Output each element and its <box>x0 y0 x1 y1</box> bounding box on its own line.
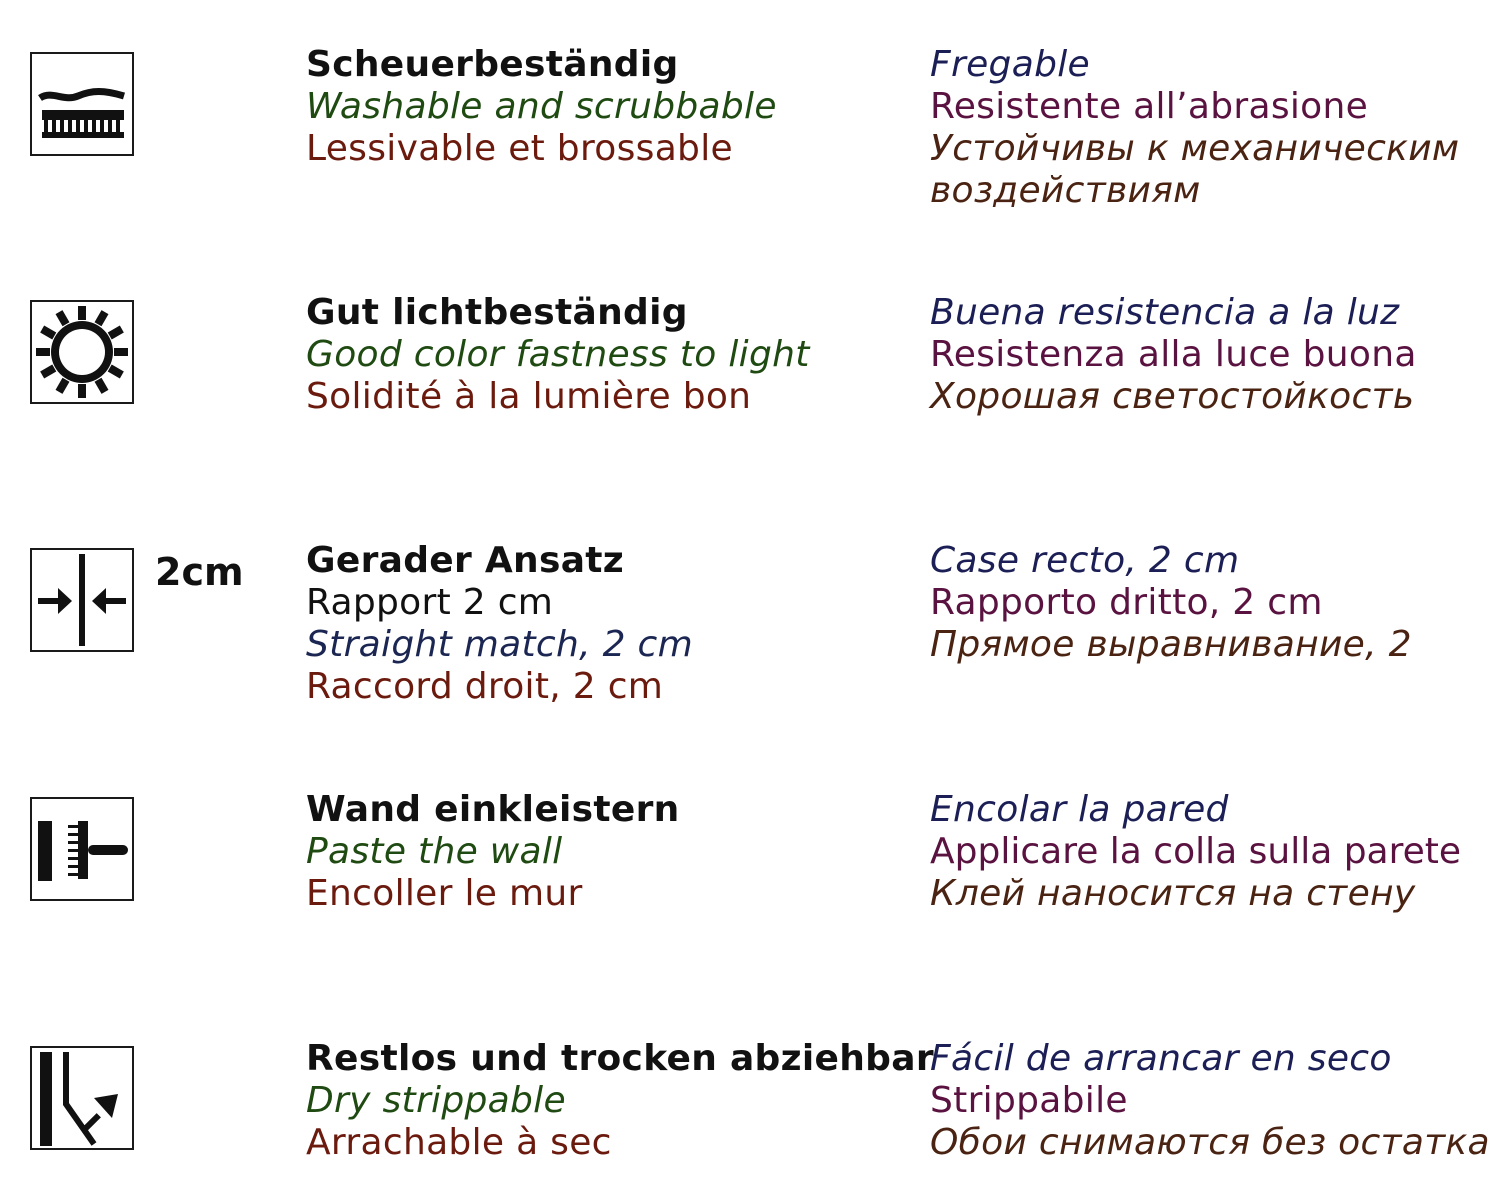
text-column-de-en-fr <box>306 540 693 708</box>
label-it: Resistente all’abrasione <box>930 86 1369 127</box>
text-column-es-it-ru <box>930 540 1500 666</box>
label-it: Strippabile <box>930 1080 1128 1121</box>
label-es: Case recto, 2 cm <box>930 540 1240 581</box>
straight-match-icon <box>30 548 134 652</box>
label-fr: Raccord droit, 2 cm <box>306 666 664 707</box>
label-de: Gut lichtbeständig <box>306 292 688 333</box>
text-column-de-en-fr <box>306 44 777 170</box>
text-column-de-en-fr <box>306 292 810 418</box>
label-ru: Обои снимаются без остатка <box>930 1122 1490 1163</box>
label-es: Fácil de arrancar en seco <box>930 1038 1392 1079</box>
label-fr: Lessivable et brossable <box>306 128 733 169</box>
label-de: Scheuerbeständig <box>306 44 679 85</box>
label-fr: Solidité à la lumière bon <box>306 376 752 417</box>
label-es: Encolar la pared <box>930 789 1229 830</box>
abrasion-resistant-icon <box>30 52 134 156</box>
text-column-es-it-ru <box>930 44 1500 212</box>
label-en: Paste the wall <box>306 831 563 872</box>
label-de: Restlos und trocken abziehbar <box>306 1038 934 1079</box>
label-de: Wand einkleistern <box>306 789 680 830</box>
label-fr: Arrachable à sec <box>306 1122 612 1163</box>
text-column-de-en-fr <box>306 1038 934 1164</box>
label-ru: Хорошая светостойкость <box>930 376 1415 417</box>
dry-strippable-icon <box>30 1046 134 1150</box>
label-en: Dry strippable <box>306 1080 566 1121</box>
label-en: Good color fastness to light <box>306 334 810 375</box>
label-ru: Устойчивы к механическим воздействиям <box>930 128 1460 211</box>
label-es: Buena resistencia a la luz <box>930 292 1400 333</box>
label-it: Rapporto dritto, 2 cm <box>930 582 1323 623</box>
paste-wall-icon <box>30 797 134 901</box>
label-ru: Прямое выравнивание, 2 <box>930 624 1412 665</box>
label-de: Gerader Ansatz <box>306 540 625 581</box>
label-en: Washable and scrubbable <box>306 86 777 127</box>
text-column-es-it-ru <box>930 292 1500 418</box>
sun-lightfastness-icon <box>30 300 134 404</box>
label-fr: Encoller le mur <box>306 873 583 914</box>
label-ru: Клей наносится на стену <box>930 873 1416 914</box>
text-column-es-it-ru <box>930 1038 1500 1164</box>
label-it: Applicare la colla sulla parete <box>930 831 1462 872</box>
label-en: Straight match, 2 cm <box>306 624 694 665</box>
match-offset-label: 2cm <box>155 550 244 594</box>
label-it: Resistenza alla luce buona <box>930 334 1417 375</box>
label-es: Fregable <box>930 44 1090 85</box>
label-de-secondary: Rapport 2 cm <box>306 582 554 623</box>
text-column-de-en-fr <box>306 789 680 915</box>
text-column-es-it-ru <box>930 789 1500 915</box>
